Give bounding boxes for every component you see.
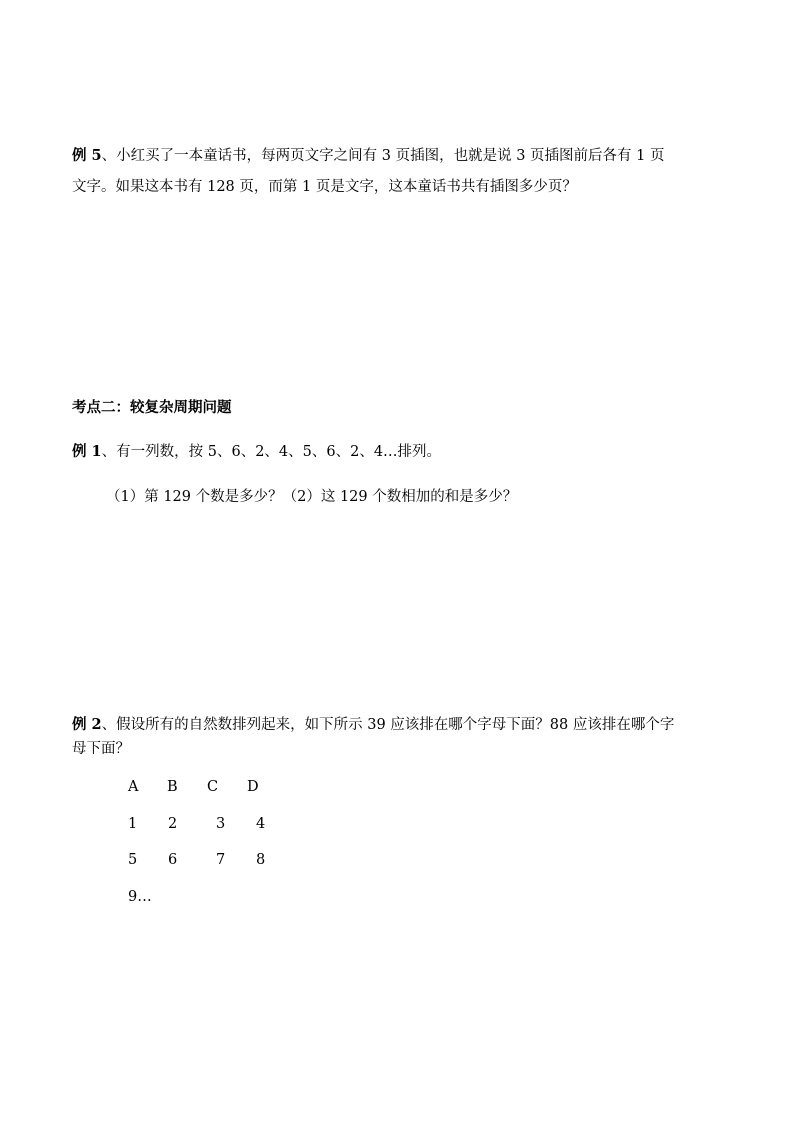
example5-text-line1: 、小红买了一本童话书，每两页文字之间有 3 页插图，也就是说 3 页插图前后各有 1 页 — [101, 148, 665, 164]
table-cell-2: 2 — [168, 816, 178, 832]
example1-label: 例 1 — [72, 443, 102, 460]
section-heading: 考点二：较复杂周期问题 — [72, 399, 232, 416]
table-cell-3: 3 — [216, 816, 226, 832]
table-header-d: D — [247, 779, 259, 795]
table-cell-1: 1 — [128, 816, 138, 832]
table-cell-5: 5 — [128, 852, 138, 868]
example2-label: 例 2 — [72, 716, 102, 733]
table-header-b: B — [167, 779, 178, 795]
example5-text-line2: 文字。如果这本书有 128 页，而第 1 页是文字，这本童话书共有插图多少页？ — [72, 179, 577, 195]
table-header-a: A — [128, 779, 139, 795]
example2-line1 — [72, 718, 674, 733]
example5-line1 — [72, 149, 664, 164]
table-header-c: C — [207, 779, 219, 795]
example2-text-line1: 、假设所有的自然数排列起来，如下所示 39 应该排在哪个字母下面？88 应该排在哪个字 — [101, 717, 675, 733]
table-cell-4: 4 — [256, 816, 266, 832]
example1-questions: （1）第 129 个数是多少？（2）这 129 个数相加的和是多少？ — [106, 489, 518, 505]
example1-line — [72, 445, 441, 460]
table-cell-7: 7 — [216, 852, 226, 868]
example1-text: 、有一列数，按 5、6、2、4、5、6、2、4…排列。 — [101, 444, 442, 460]
example2-text-line2: 母下面？ — [72, 741, 130, 757]
table-cell-6: 6 — [168, 852, 178, 868]
example5-label: 例 5 — [72, 147, 102, 164]
table-cell-9-ellipsis: 9… — [128, 889, 152, 905]
table-cell-8: 8 — [256, 852, 266, 868]
